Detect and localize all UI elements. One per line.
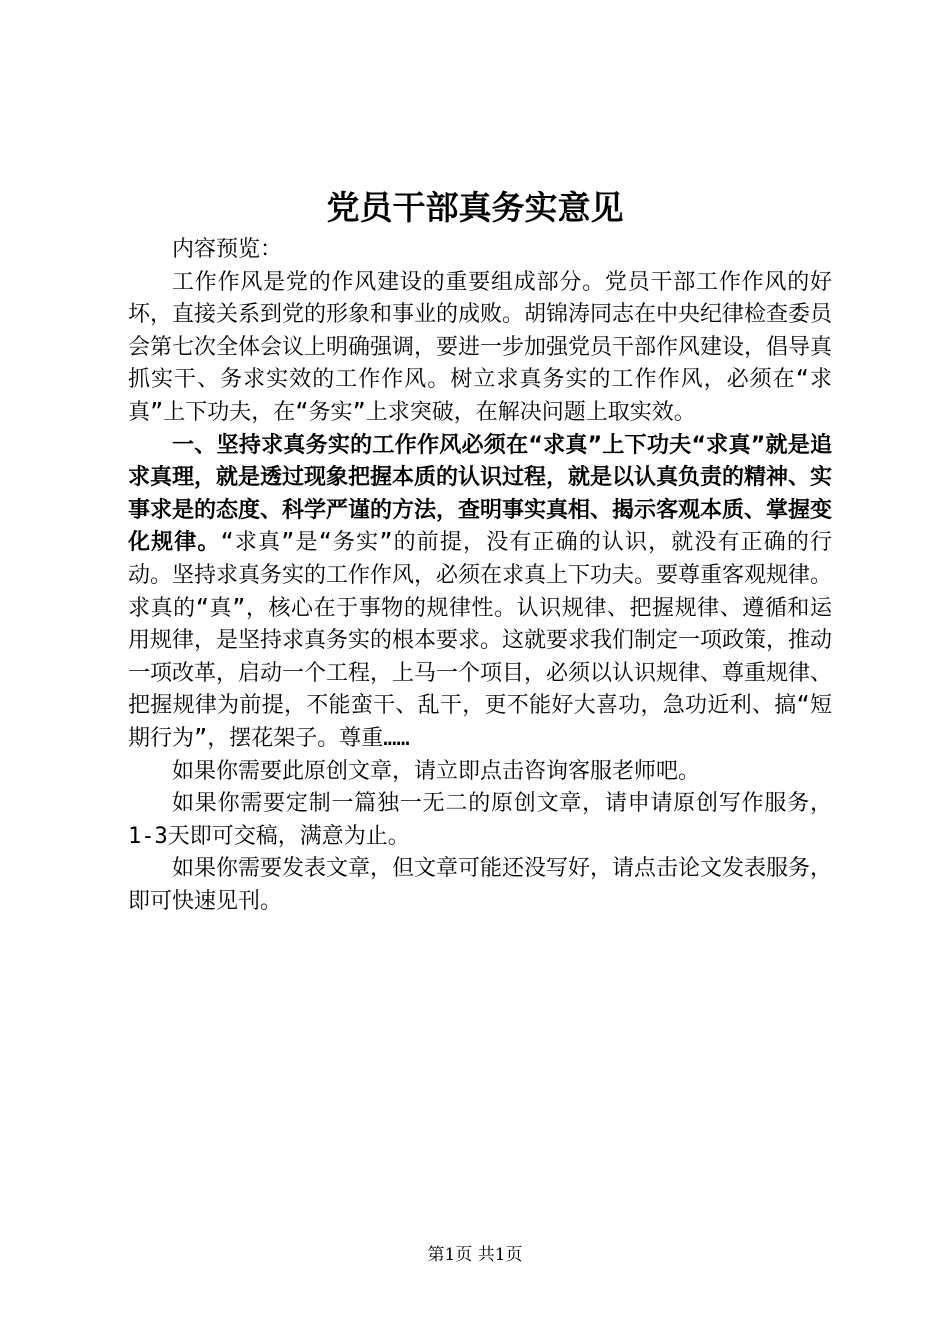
notice-consult-link[interactable]: 如果你需要此原创文章，请立即点击咨询客服老师吧。 [172, 758, 701, 784]
section-paragraph [128, 430, 832, 756]
notice-custom-writing-link[interactable]: 如果你需要定制一篇独一无二的原创文章，请申请原创写作服务，1-3天即可交稿，满意为止。 [128, 791, 832, 849]
notice-publish-link[interactable]: 如果你需要发表文章，但文章可能还没写好，请点击论文发表服务，即可快速见刊。 [128, 856, 833, 914]
intro-paragraph: 工作作风是党的作风建设的重要组成部分。党员干部工作作风的好坏，直接关系到党的形象和事业的成败。胡锦涛同志在中央纪律检查委员会第七次全体会议上明确强调，要进一步加强党员干部作风建设，倡导真抓实干、务求实效的工作作风。树立求真务实的工作作风，必须在“求真”上下功夫，在“务实”上求突破，在解决问题上取实效。 [128, 269, 833, 425]
section-heading: 一、坚持求真务实的工作作风必须在“求真”上下功夫“求真”就是追求真理，就是透过现象把握本质的认识过程，就是以认真负责的精神、实事求是的态度、科学严谨的方法，查明事实真相、揭示客观本质、掌握变化规律。 [128, 432, 833, 556]
section-body: “求真”是“务实”的前提，没有正确的认识，就没有正确的行动。坚持求真务实的工作作风，必须在求真上下功夫。要尊重客观规律。求真的“真”，核心在于事物的规律性。认识规律、把握规律、遵循和运用规律，是坚持求真务实的根本要求。这就要求我们制定一项政策，推动一项改革，启动一个工程，上马一个项目，必须以认识规律、尊重规律、把握规律为前提，不能蛮干、乱干，更不能好大喜功，急功近利、搞“短期行为”，摆花架子。尊重…… [128, 530, 833, 751]
page-number-footer: 第1页 共1页 [427, 1245, 523, 1265]
document-body [128, 234, 832, 918]
preview-label: 内容预览： [172, 237, 283, 262]
document-title: 党员干部真务实意见 [326, 188, 624, 227]
